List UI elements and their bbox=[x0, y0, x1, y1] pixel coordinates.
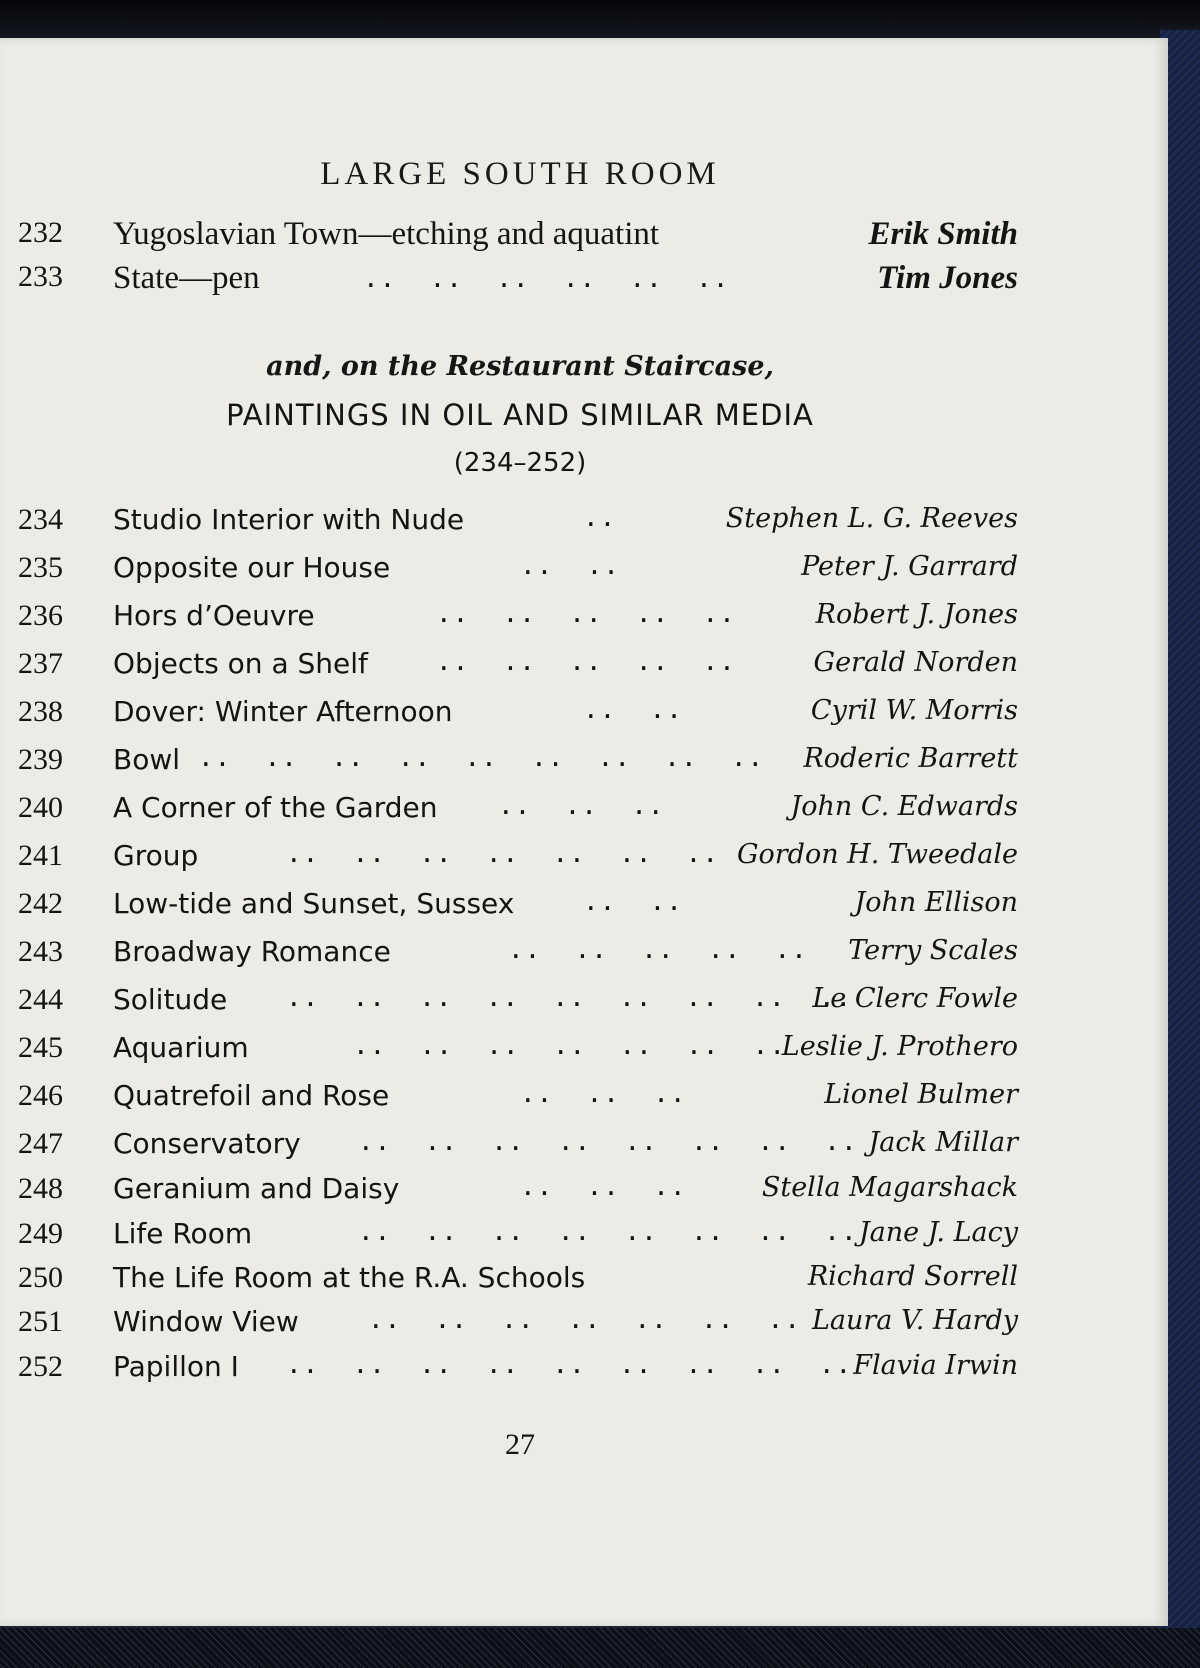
leader-dots: .. .. bbox=[583, 695, 683, 725]
leader-dots: .. .. .. bbox=[520, 1079, 687, 1109]
entry-title: Low-tide and Sunset, Sussex bbox=[113, 887, 515, 920]
entry-number: 236 bbox=[18, 599, 63, 632]
catalogue-entry bbox=[18, 1305, 1018, 1349]
catalogue-entry bbox=[18, 647, 1018, 691]
catalogue-entry bbox=[18, 1350, 1018, 1394]
entry-title: The Life Room at the R.A. Schools bbox=[113, 1261, 586, 1294]
catalogue-entry bbox=[18, 599, 1018, 643]
entry-number: 234 bbox=[18, 503, 63, 536]
entry-number: 251 bbox=[18, 1305, 63, 1338]
catalogue-entry bbox=[18, 983, 1018, 1027]
entry-number: 237 bbox=[18, 647, 63, 680]
leader-dots: .. .. .. .. .. bbox=[508, 935, 808, 965]
catalogue-entry bbox=[18, 1217, 1018, 1261]
entry-artist: Tim Jones bbox=[877, 260, 1018, 296]
catalogue-entry bbox=[18, 1031, 1018, 1075]
entry-artist: Gerald Norden bbox=[813, 647, 1018, 678]
entry-artist: Jane J. Lacy bbox=[858, 1217, 1018, 1248]
book-cover-bottom bbox=[0, 1628, 1200, 1668]
entry-number: 238 bbox=[18, 695, 63, 728]
catalogue-entry bbox=[18, 695, 1018, 739]
entry-title: Quatrefoil and Rose bbox=[113, 1079, 390, 1112]
leader-dots: .. .. .. .. .. .. .. .. bbox=[358, 1127, 858, 1157]
entry-artist: Gordon H. Tweedale bbox=[736, 839, 1018, 870]
entry-number: 250 bbox=[18, 1261, 63, 1294]
catalogue-entry bbox=[18, 1127, 1018, 1171]
entry-artist: Jack Millar bbox=[868, 1127, 1018, 1158]
entry-artist: Peter J. Garrard bbox=[801, 551, 1018, 582]
entry-number: 242 bbox=[18, 887, 63, 920]
leader-dots: .. .. .. .. .. bbox=[436, 599, 736, 629]
entry-number: 245 bbox=[18, 1031, 63, 1064]
catalogue-entry bbox=[18, 551, 1018, 595]
catalogue-entry bbox=[18, 216, 1018, 260]
entry-artist: Cyril W. Morris bbox=[810, 695, 1018, 726]
entry-title: Conservatory bbox=[113, 1127, 301, 1160]
entry-artist: Leslie J. Prothero bbox=[781, 1031, 1018, 1062]
entry-number: 249 bbox=[18, 1217, 63, 1250]
entry-number: 239 bbox=[18, 743, 63, 776]
catalogue-entry bbox=[18, 743, 1018, 787]
entry-artist: John Ellison bbox=[854, 887, 1018, 918]
entry-title: Broadway Romance bbox=[113, 935, 391, 968]
entry-title: Group bbox=[113, 839, 199, 872]
entry-number: 241 bbox=[18, 839, 63, 872]
entry-title: Yugoslavian Town—etching and aquatint bbox=[113, 216, 660, 252]
entry-number: 240 bbox=[18, 791, 63, 824]
leader-dots: .. .. bbox=[583, 887, 683, 917]
entry-number: 235 bbox=[18, 551, 63, 584]
entry-number: 233 bbox=[18, 260, 63, 293]
catalogue-entry bbox=[18, 839, 1018, 883]
entry-title: Opposite our House bbox=[113, 551, 391, 584]
entry-artist: Terry Scales bbox=[848, 935, 1018, 966]
entry-artist: Lionel Bulmer bbox=[824, 1079, 1018, 1110]
catalogue-page bbox=[0, 38, 1168, 1626]
entry-number: 246 bbox=[18, 1079, 63, 1112]
leader-dots: .. .. .. .. .. .. .. .. bbox=[358, 1217, 858, 1247]
entry-title: A Corner of the Garden bbox=[113, 791, 438, 824]
entry-artist: Richard Sorrell bbox=[807, 1261, 1018, 1292]
leader-dots: .. .. bbox=[520, 551, 620, 581]
catalogue-entry bbox=[18, 260, 1018, 304]
entry-artist: Le Clerc Fowle bbox=[812, 983, 1018, 1014]
entry-title: Life Room bbox=[113, 1217, 253, 1250]
page-number: 27 bbox=[505, 1428, 535, 1461]
entry-title: State—pen bbox=[113, 260, 260, 296]
catalogue-entry bbox=[18, 1261, 1018, 1305]
leader-dots: .. .. .. .. .. .. .. .. .. bbox=[286, 1350, 853, 1380]
leader-dots: .. bbox=[583, 503, 617, 533]
entry-title: Solitude bbox=[113, 983, 228, 1016]
entry-title: Objects on a Shelf bbox=[113, 647, 368, 680]
leader-dots: .. .. .. .. .. .. .. .. .. bbox=[198, 743, 765, 773]
entry-title: Bowl bbox=[113, 743, 181, 776]
room-title: LARGE SOUTH ROOM bbox=[320, 156, 720, 192]
catalogue-range: (234–252) bbox=[453, 448, 587, 478]
leader-dots: .. .. .. bbox=[498, 791, 665, 821]
leader-dots: .. .. .. .. .. .. .. bbox=[353, 1031, 786, 1061]
entry-number: 232 bbox=[18, 216, 63, 249]
catalogue-entry bbox=[18, 503, 1018, 547]
entry-number: 252 bbox=[18, 1350, 63, 1383]
entry-artist: Flavia Irwin bbox=[853, 1350, 1018, 1381]
leader-dots: .. .. .. .. .. .. .. .. .. bbox=[286, 983, 853, 1013]
leader-dots: .. .. .. .. .. .. .. bbox=[368, 1305, 801, 1335]
entry-artist: Roderic Barrett bbox=[803, 743, 1018, 774]
staircase-caption: and, on the Restaurant Staircase, bbox=[266, 351, 774, 382]
leader-dots: .. .. .. .. .. .. bbox=[363, 264, 730, 294]
entry-artist: John C. Edwards bbox=[790, 791, 1018, 822]
catalogue-entry bbox=[18, 887, 1018, 931]
entry-title: Hors d’Oeuvre bbox=[113, 599, 315, 632]
entry-artist: Stella Magarshack bbox=[761, 1172, 1018, 1203]
catalogue-entry bbox=[18, 1172, 1018, 1216]
leader-dots: .. .. .. bbox=[520, 1172, 687, 1202]
entry-title: Geranium and Daisy bbox=[113, 1172, 400, 1205]
entry-title: Window View bbox=[113, 1305, 299, 1338]
entry-artist: Stephen L. G. Reeves bbox=[725, 503, 1018, 534]
entry-number: 248 bbox=[18, 1172, 63, 1205]
entry-title: Papillon I bbox=[113, 1350, 239, 1383]
entry-number: 244 bbox=[18, 983, 63, 1016]
leader-dots: .. .. .. .. .. .. .. bbox=[286, 839, 719, 869]
entry-title: Dover: Winter Afternoon bbox=[113, 695, 453, 728]
entry-artist: Erik Smith bbox=[868, 216, 1018, 252]
top-edge bbox=[0, 0, 1200, 38]
entry-artist: Laura V. Hardy bbox=[811, 1305, 1018, 1336]
catalogue-entry bbox=[18, 935, 1018, 979]
entry-number: 243 bbox=[18, 935, 63, 968]
entry-number: 247 bbox=[18, 1127, 63, 1160]
catalogue-entry bbox=[18, 1079, 1018, 1123]
entry-title: Aquarium bbox=[113, 1031, 249, 1064]
entry-artist: Robert J. Jones bbox=[815, 599, 1018, 630]
section-title: PAINTINGS IN OIL AND SIMILAR MEDIA bbox=[226, 398, 814, 432]
entry-title: Studio Interior with Nude bbox=[113, 503, 465, 536]
leader-dots: .. .. .. .. .. bbox=[436, 647, 736, 677]
catalogue-entry bbox=[18, 791, 1018, 835]
